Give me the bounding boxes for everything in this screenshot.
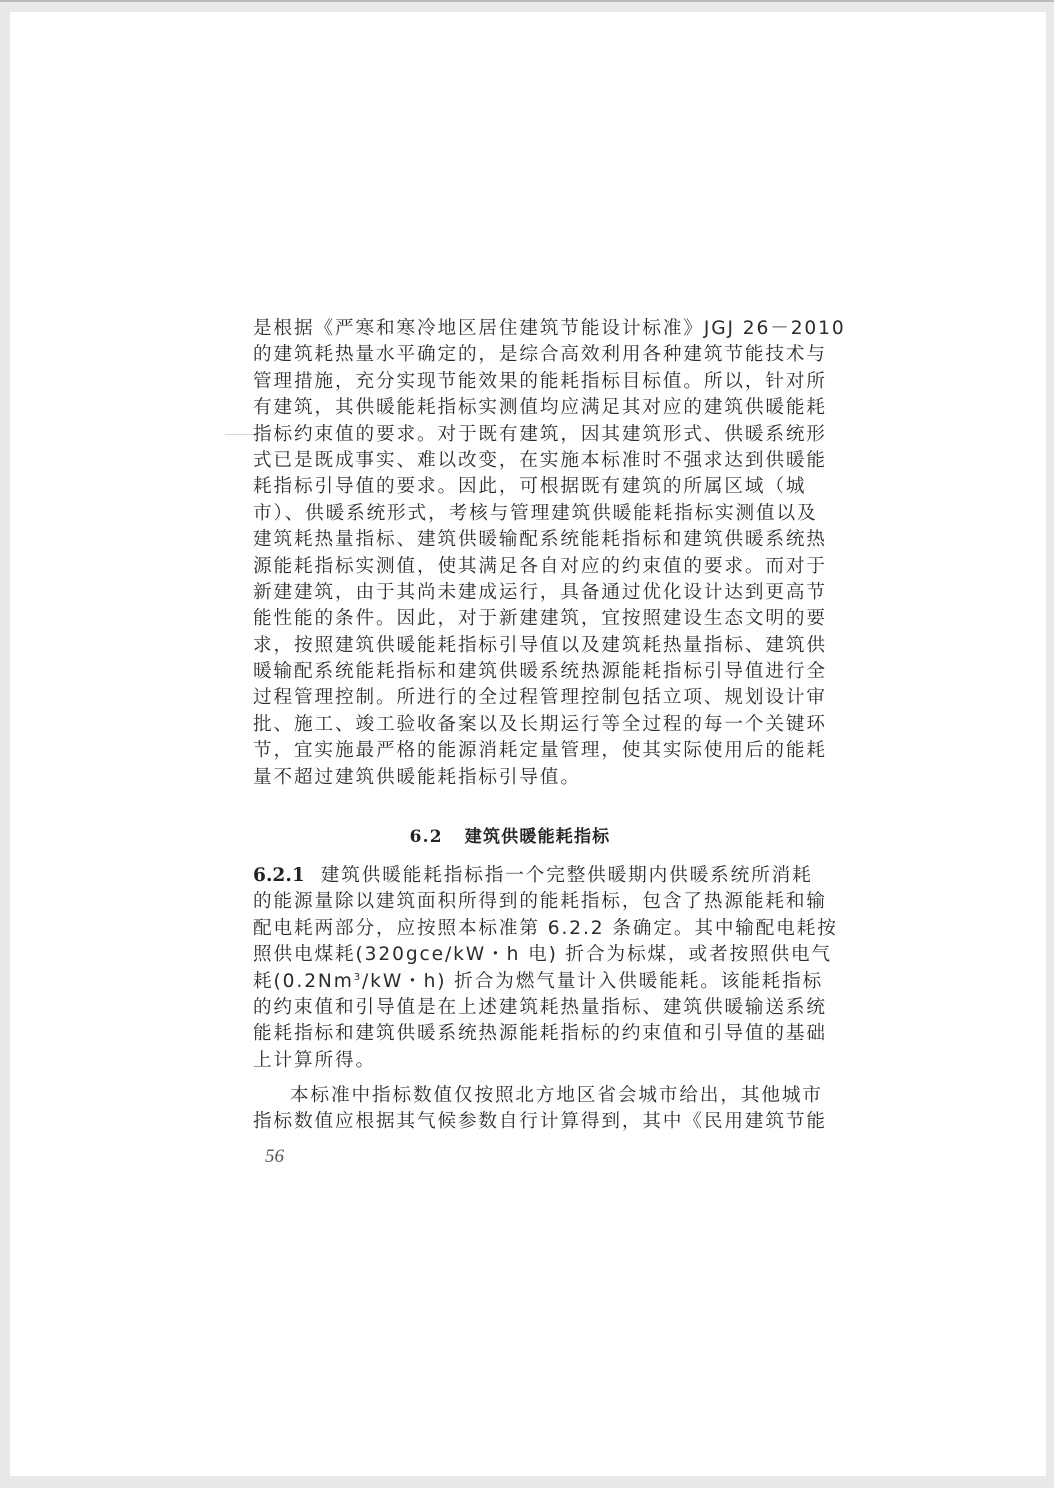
section-number: 6.2 (409, 827, 443, 847)
clause-6-2-1 (253, 863, 838, 1074)
text-line: 过程管理控制。所进行的全过程管理控制包括立项、规划设计审 (253, 687, 827, 709)
text-line: 管理措施，充分实现节能效果的能耗指标目标值。所以，针对所 (253, 370, 827, 392)
text-line: 建筑耗热量指标、建筑供暖输配系统能耗指标和建筑供暖系统热 (253, 529, 827, 551)
paragraph-continuation (253, 316, 846, 791)
text-line: 有建筑，其供暖能耗指标实测值均应满足其对应的建筑供暖能耗 (253, 397, 827, 419)
viewer-top-edge (0, 0, 1054, 2)
text-line: 求，按照建筑供暖能耗指标引导值以及建筑耗热量指标、建筑供 (253, 634, 827, 656)
text-line: 指标数值应根据其气候参数自行计算得到，其中《民用建筑节能 (253, 1111, 827, 1133)
text-line: 上计算所得。 (253, 1049, 376, 1071)
text-line: 能耗指标和建筑供暖系统热源能耗指标的约束值和引导值的基础 (253, 1023, 827, 1045)
text-line: 能性能的条件。因此，对于新建建筑，宜按照建设生态文明的要 (253, 608, 827, 630)
text-line: 暖输配系统能耗指标和建筑供暖系统热源能耗指标引导值进行全 (253, 661, 827, 683)
text-line: 的能源量除以建筑面积所得到的能耗指标，包含了热源能耗和输 (253, 891, 827, 913)
text-line: 耗指标引导值的要求。因此，可根据既有建筑的所属区域（城 (253, 476, 807, 498)
text-line: 市）、供暖系统形式，考核与管理建筑供暖能耗指标实测值以及 (253, 502, 818, 524)
scan-artifact-line (225, 434, 253, 435)
text-line: 的建筑耗热量水平确定的，是综合高效利用各种建筑节能技术与 (253, 344, 827, 366)
text-line: 本标准中指标数值仅按照北方地区省会城市给出，其他城市 (290, 1085, 823, 1106)
paragraph-indented (253, 1083, 827, 1136)
text-line: 新建建筑，由于其尚未建成运行，具备通过优化设计达到更高节 (253, 581, 827, 603)
superscript: 3 (353, 971, 363, 983)
text-fragment: /kW・h) 折合为燃气量计入供暖能耗。该能耗指标 (362, 970, 824, 992)
text-line: 源能耗指标实测值，使其满足各自对应的约束值的要求。而对于 (253, 555, 827, 577)
text-line: 配电耗两部分，应按照本标准第 6.2.2 条确定。其中输配电耗按 (253, 917, 838, 939)
text-line: 的约束值和引导值是在上述建筑耗热量指标、建筑供暖输送系统 (253, 996, 827, 1018)
text-line: 式已是既成事实、难以改变，在实施本标准时不强求达到供暖能 (253, 449, 827, 471)
text-line: 是根据《严寒和寒冷地区居住建筑节能设计标准》JGJ 26－2010 (253, 318, 846, 339)
section-title: 建筑供暖能耗指标 (464, 827, 611, 847)
text-line: 照供电煤耗(320gce/kW・h 电) 折合为标煤，或者按照供电气 (253, 944, 832, 966)
text-fragment: 耗(0.2Nm (253, 970, 354, 992)
clause-number: 6.2.1 (253, 865, 305, 886)
text-line: 指标约束值的要求。对于既有建筑，因其建筑形式、供暖系统形 (253, 423, 827, 445)
section-heading (253, 822, 767, 847)
page-number: 56 (265, 1146, 284, 1167)
text-line: 节，宜实施最严格的能源消耗定量管理，使其实际使用后的能耗 (253, 740, 827, 762)
text-line: 建筑供暖能耗指标指一个完整供暖期内供暖系统所消耗 (320, 865, 813, 886)
text-line: 量不超过建筑供暖能耗指标引导值。 (253, 766, 581, 788)
text-line: 批、施工、竣工验收备案以及长期运行等全过程的每一个关键环 (253, 713, 827, 735)
